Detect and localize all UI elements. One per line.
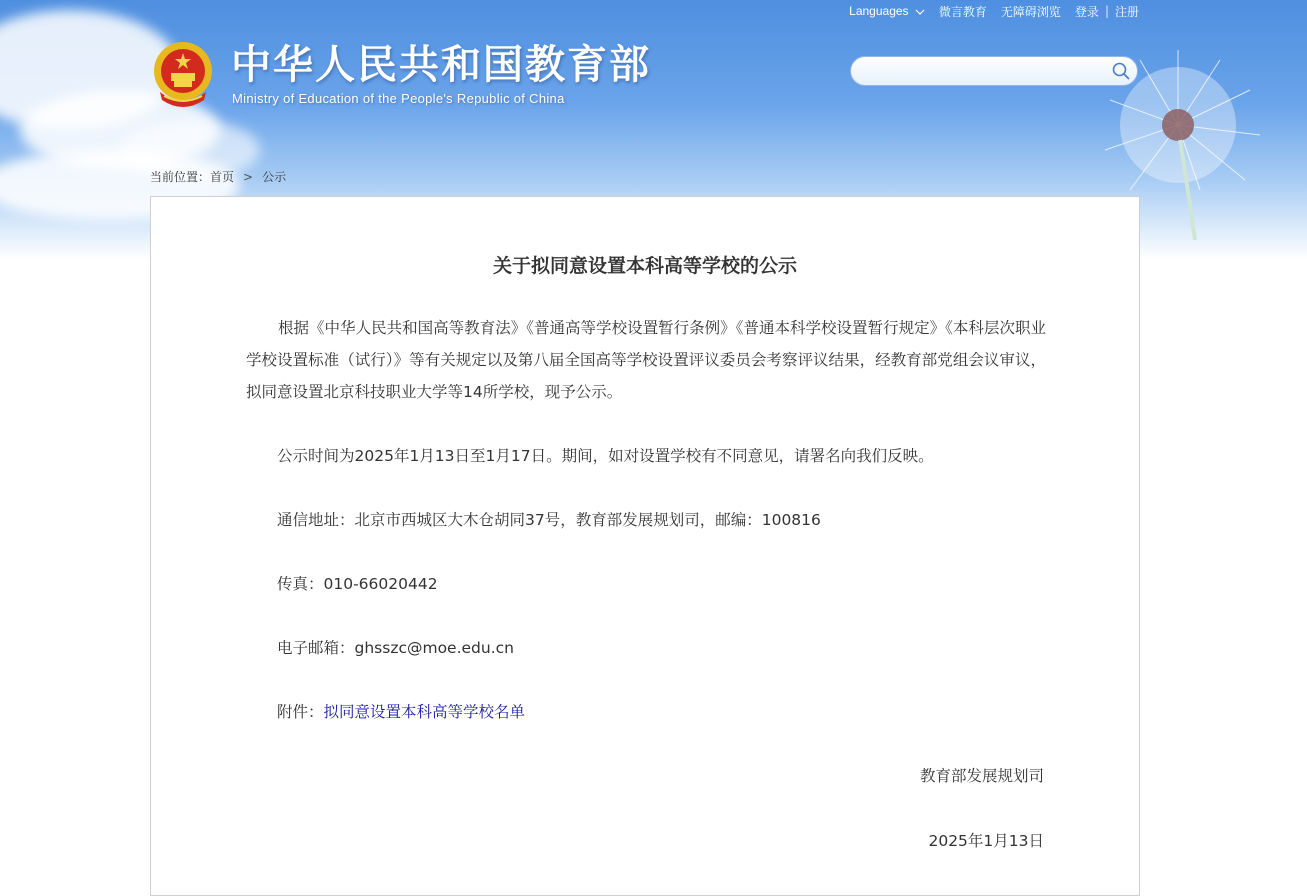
breadcrumb [150, 168, 286, 185]
nav-divider: | [1104, 4, 1109, 18]
article-panel [150, 196, 1140, 896]
search-box [850, 56, 1138, 86]
site-title: 中华人民共和国教育部 [231, 42, 651, 88]
accessible-browsing-link[interactable]: 无障碍浏览 [1000, 4, 1061, 19]
micro-education-link[interactable]: 微言教育 [938, 4, 987, 19]
article-body [246, 312, 1046, 408]
attachment-label: 附件： [277, 703, 324, 721]
national-emblem-icon [152, 40, 214, 108]
article-title: 关于拟同意设置本科高等学校的公示 [492, 255, 797, 277]
register-link[interactable]: 注册 [1114, 4, 1139, 19]
languages-menu[interactable] [849, 4, 925, 18]
chevron-down-icon [915, 8, 925, 16]
login-link[interactable]: 登录 [1074, 4, 1099, 19]
notice-period: 公示时间为2025年1月13日至1月17日。期间，如对设置学校有不同意见，请署名向我们反映。 [277, 447, 934, 465]
fax-number: 传真：010-66020442 [277, 575, 438, 593]
breadcrumb-home-link[interactable]: 首页 [210, 170, 235, 184]
mailing-address: 通信地址：北京市西城区大木仓胡同37号，教育部发展规划司，邮编：100816 [277, 511, 821, 529]
breadcrumb-prefix: 当前位置： [150, 170, 211, 184]
attachment-line [277, 700, 525, 722]
search-input[interactable] [863, 61, 1107, 83]
site-subtitle: Ministry of Education of the People's Republic of China [232, 91, 565, 106]
languages-label: Languages [849, 4, 909, 18]
top-navigation [849, 3, 1139, 19]
attachment-link[interactable]: 拟同意设置本科高等学校名单 [323, 703, 526, 721]
article-paragraph: 根据《中华人民共和国高等教育法》《普通高等学校设置暂行条例》《普通本科学校设置暂行规定》《本科层次职业学校设置标准（试行）》等有关规定以及第八届全国高等学校设置评议委员会考察评议结果，经教育部党组会议审议，拟同意设置北京科技职业大学等14所学校，现予公示。 [246, 319, 1046, 401]
breadcrumb-current[interactable]: 公示 [262, 170, 287, 184]
search-icon[interactable] [1111, 61, 1131, 81]
email-address: 电子邮箱：ghsszc@moe.edu.cn [277, 639, 514, 657]
breadcrumb-separator: > [243, 170, 254, 184]
signature: 教育部发展规划司 [919, 767, 1044, 785]
publish-date: 2025年1月13日 [928, 832, 1044, 850]
